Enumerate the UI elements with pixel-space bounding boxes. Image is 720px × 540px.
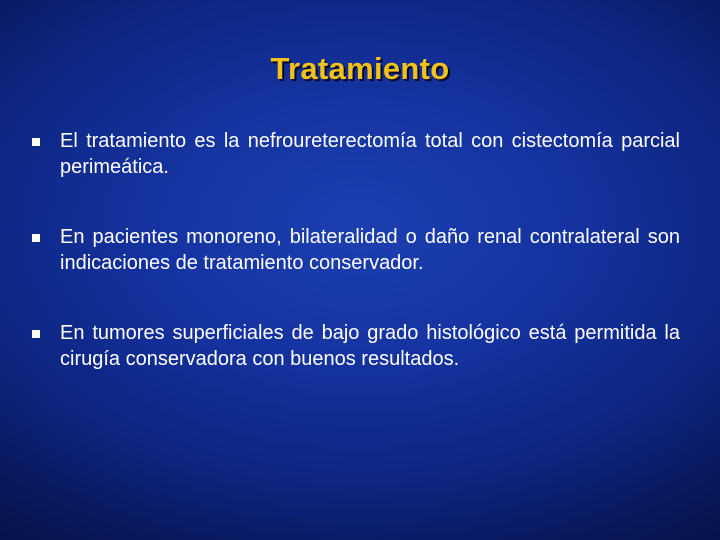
bullet-text-1: El tratamiento es la nefroureterectomía total con cistectomía parcial perimeática. xyxy=(60,130,680,178)
square-bullet-icon xyxy=(32,234,40,242)
slide-title: Tratamiento xyxy=(270,51,450,86)
bullet-text-2: En pacientes monoreno, bilateralidad o daño renal contralateral son indicaciones de tratamiento conservador. xyxy=(60,226,680,274)
bullet-item-3 xyxy=(32,320,680,372)
square-bullet-icon xyxy=(32,138,40,146)
bullet-text-3: En tumores superficiales de bajo grado histológico está permitida la cirugía conservadora con buenos resultados. xyxy=(60,322,680,370)
bullet-item-1 xyxy=(32,128,680,180)
square-bullet-icon xyxy=(32,330,40,338)
bullet-list xyxy=(32,128,680,416)
bullet-item-2 xyxy=(32,224,680,276)
